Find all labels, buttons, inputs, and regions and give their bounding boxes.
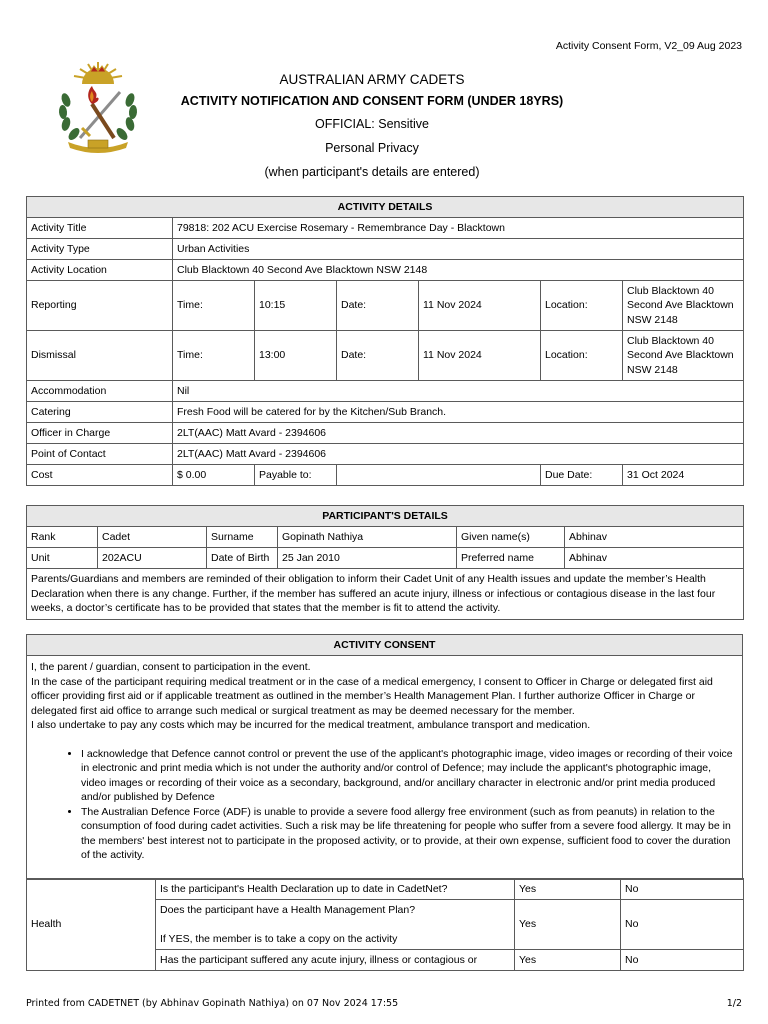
- preferred-name-value: Abhinav: [565, 548, 744, 569]
- section-title: ACTIVITY DETAILS: [27, 197, 744, 218]
- yes-option[interactable]: Yes: [515, 879, 621, 900]
- due-date-value: 31 Oct 2024: [623, 465, 744, 486]
- consent-bullet: • I acknowledge that Defence cannot control or prevent the use of the applicant's photographic image, video images or recording of their voice in electronic and print media which is not under the authority and/or control of Defence; may include the applicant's photographic image, video images or recording of their voice as a secondary, background, and/or ancillary character in electronic and/or print media produced and/or published by Defence: [81, 747, 738, 805]
- surname-value: Gopinath Nathiya: [278, 527, 457, 548]
- field-label: Reporting: [27, 281, 173, 331]
- form-title: ACTIVITY NOTIFICATION AND CONSENT FORM (UNDER 18YRS): [180, 94, 564, 108]
- health-table: [26, 878, 744, 971]
- form-header: [0, 70, 744, 182]
- security-classification: OFFICIAL: Sensitive: [315, 117, 429, 131]
- field-label: Time:: [173, 331, 255, 381]
- field-label: Due Date:: [541, 465, 623, 486]
- document-reference: Activity Consent Form, V2_09 Aug 2023: [555, 40, 742, 52]
- consent-paragraph: I, the parent / guardian, consent to participation in the event.: [31, 661, 311, 673]
- field-label: Location:: [541, 331, 623, 381]
- date-of-birth-value: 25 Jan 2010: [278, 548, 457, 569]
- point-of-contact-value: 2LT(AAC) Matt Avard - 2394606: [173, 444, 744, 465]
- field-label: Date:: [337, 281, 419, 331]
- yes-option[interactable]: Yes: [515, 950, 621, 971]
- activity-type-value: Urban Activities: [173, 239, 744, 260]
- activity-title-value: 79818: 202 ACU Exercise Rosemary - Remembrance Day - Blacktown: [173, 218, 744, 239]
- field-label: Date of Birth: [207, 548, 278, 569]
- section-title: PARTICIPANT'S DETAILS: [27, 506, 744, 527]
- consent-paragraph: I also undertake to pay any costs which may be incurred for the medical treatment, ambulance transport and medication.: [31, 719, 591, 731]
- participant-details-table: [26, 505, 744, 620]
- print-footer: Printed from CADETNET (by Abhinav Gopinath Nathiya) on 07 Nov 2024 17:55: [26, 998, 399, 1009]
- cost-value: $ 0.00: [173, 465, 255, 486]
- rank-value: Cadet: [98, 527, 207, 548]
- field-label: Payable to:: [255, 465, 337, 486]
- health-question: Has the participant suffered any acute injury, illness or contagious or: [156, 950, 515, 971]
- health-obligation-notice: Parents/Guardians and members are reminded of their obligation to inform their Cadet Unit of any Health issues and update the member’s Health Declaration when there is any change. Further, if the member has suffered an acute injury, illness or infectious or contagious disease in the last four weeks, a doctor’s certificate has to be provided that states that the member is fit to attend the activity.: [27, 569, 744, 620]
- field-label: Surname: [207, 527, 278, 548]
- field-label: Activity Title: [27, 218, 173, 239]
- section-title: ACTIVITY CONSENT: [27, 635, 743, 656]
- reporting-time-value: 10:15: [255, 281, 337, 331]
- page-number: 1/2: [726, 998, 742, 1009]
- health-question-text: Does the participant have a Health Management Plan?: [160, 904, 416, 916]
- dismissal-time-value: 13:00: [255, 331, 337, 381]
- consent-bullet-list: [31, 747, 738, 863]
- reporting-date-value: 11 Nov 2024: [419, 281, 541, 331]
- activity-location-value: Club Blacktown 40 Second Ave Blacktown NSW 2148: [173, 260, 744, 281]
- field-label: Point of Contact: [27, 444, 173, 465]
- dismissal-date-value: 11 Nov 2024: [419, 331, 541, 381]
- privacy-note: (when participant's details are entered): [264, 165, 480, 179]
- officer-in-charge-value: 2LT(AAC) Matt Avard - 2394606: [173, 423, 744, 444]
- catering-value: Fresh Food will be catered for by the Kitchen/Sub Branch.: [173, 402, 744, 423]
- no-option[interactable]: No: [621, 950, 744, 971]
- consent-paragraph: In the case of the participant requiring medical treatment or in the case of a medical emergency, I consent to Officer in Charge or delegated first aid officer providing first aid or if applicable treatment as outlined in the member’s Health Management Plan. I further authorize Officer in Charge or delegated first aid office to arrange such medical or surgical treatment as may be deemed necessary for the member.: [31, 675, 713, 717]
- unit-value: 202ACU: [98, 548, 207, 569]
- health-label: Health: [27, 879, 156, 971]
- given-name-value: Abhinav: [565, 527, 744, 548]
- field-label: Time:: [173, 281, 255, 331]
- yes-option[interactable]: Yes: [515, 900, 621, 950]
- field-label: Location:: [541, 281, 623, 331]
- organisation-name: AUSTRALIAN ARMY CADETS: [279, 72, 465, 87]
- reporting-location-value: Club Blacktown 40 Second Ave Blacktown NSW 2148: [623, 281, 744, 331]
- consent-statement: [27, 656, 743, 880]
- activity-details-table: [26, 196, 744, 486]
- field-label: Accommodation: [27, 381, 173, 402]
- field-label: Officer in Charge: [27, 423, 173, 444]
- privacy-label: Personal Privacy: [325, 141, 419, 155]
- field-label: Cost: [27, 465, 173, 486]
- no-option[interactable]: No: [621, 900, 744, 950]
- health-question-note: If YES, the member is to take a copy on the activity: [160, 932, 398, 945]
- field-label: Dismissal: [27, 331, 173, 381]
- health-question: [156, 900, 515, 950]
- accommodation-value: Nil: [173, 381, 744, 402]
- field-label: Date:: [337, 331, 419, 381]
- field-label: Preferred name: [457, 548, 565, 569]
- activity-consent-table: [26, 634, 743, 880]
- payable-to-value: [337, 465, 541, 486]
- field-label: Activity Location: [27, 260, 173, 281]
- field-label: Given name(s): [457, 527, 565, 548]
- field-label: Catering: [27, 402, 173, 423]
- dismissal-location-value: Club Blacktown 40 Second Ave Blacktown NSW 2148: [623, 331, 744, 381]
- consent-bullet: • The Australian Defence Force (ADF) is unable to provide a severe food allergy free environment (such as from peanuts) in relation to the consumption of food during cadet activities. Such a risk may be life threatening for people who suffer from a severe food allergy. It may be in the members' best interest not to participate in the proposed activity, or to provide, at their own expense, sufficient food to cover the duration of the activity.: [81, 805, 738, 863]
- field-label: Rank: [27, 527, 98, 548]
- field-label: Unit: [27, 548, 98, 569]
- health-question: Is the participant's Health Declaration up to date in CadetNet?: [156, 879, 515, 900]
- field-label: Activity Type: [27, 239, 173, 260]
- no-option[interactable]: No: [621, 879, 744, 900]
